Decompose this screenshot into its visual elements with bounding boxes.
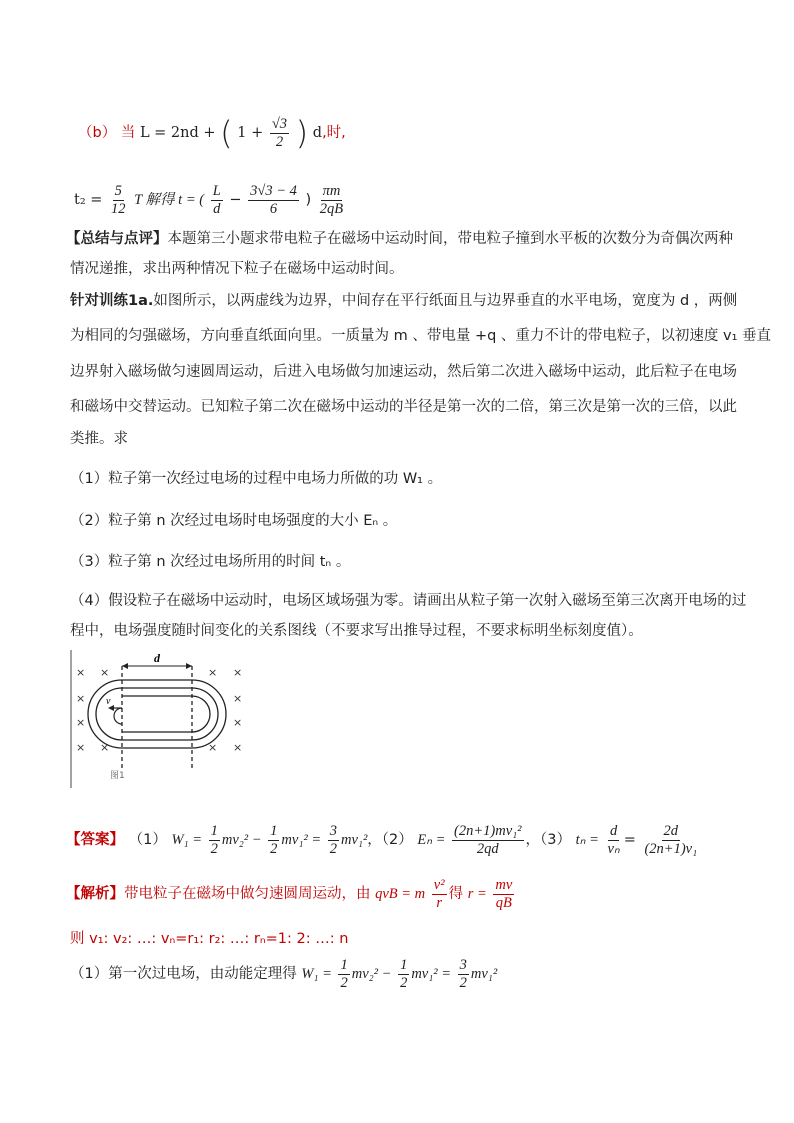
question-text: （1）粒子第一次经过电场的过程中电场力所做的功 W₁ 。 xyxy=(70,471,443,487)
frac-num: √3 xyxy=(271,115,288,132)
question-1 xyxy=(70,468,730,490)
term: mv₁² = xyxy=(281,832,322,848)
step-text: （1）第一次过电场，由动能定理得 xyxy=(70,966,297,982)
close-paren: ) xyxy=(305,192,312,208)
problem-text: 和磁场中交替运动。已知粒子第二次在磁场中运动的半径是第一次的二倍，第三次是第一次的三倍，以此 xyxy=(70,399,737,415)
sqrt3-over-2 xyxy=(270,116,289,151)
term: mv₂² − xyxy=(351,966,392,982)
r-eq: r = xyxy=(467,886,487,902)
frac-den: 2 xyxy=(329,840,337,857)
frac-den: 2 xyxy=(210,840,218,857)
term: mv₁² = xyxy=(411,966,452,982)
d-arrow-right xyxy=(186,663,192,669)
frac-num: 3 xyxy=(329,822,337,839)
answer-part-2: ，（2） xyxy=(367,832,413,848)
cross-mark: × xyxy=(233,666,243,679)
frac-num: L xyxy=(212,182,221,199)
orbit-inner xyxy=(122,696,210,732)
right-paren: ) xyxy=(295,114,309,152)
frac-half xyxy=(209,823,220,858)
d-arrow-left xyxy=(122,663,128,669)
frac-3sqrt3 xyxy=(248,183,299,218)
frac-num: 1 xyxy=(210,822,218,839)
problem-text: 边界射入磁场做匀速圆周运动，后进入电场做匀加速运动，然后第二次进入磁场中运动，此后粒子在电场 xyxy=(70,364,737,380)
t-solve: T 解得 t = ( xyxy=(134,192,205,208)
tn-lhs: tₙ = xyxy=(575,832,599,848)
minus-sign: − xyxy=(229,192,242,208)
question-text: （3）粒子第 n 次经过电场所用的时间 tₙ 。 xyxy=(70,554,351,570)
cross-mark: × xyxy=(76,666,86,679)
question-text: 程中，电场强度随时间变化的关系图线（不要求写出推导过程，不要求标明坐标刻度值）。 xyxy=(70,623,643,639)
w1-lhs: W₁ = xyxy=(301,966,332,982)
frac-den: (2n+1)v₁ xyxy=(644,840,698,857)
problem-line-4 xyxy=(70,396,737,418)
question-text: （2）粒子第 n 次经过电场时电场强度的大小 Eₙ 。 xyxy=(70,513,398,529)
summary-line-2 xyxy=(70,258,730,280)
orbit-start xyxy=(114,708,122,724)
frac-en xyxy=(452,823,524,858)
problem-line-2 xyxy=(70,325,772,347)
frac-pim xyxy=(318,183,345,218)
frac-half xyxy=(398,957,409,992)
when-text: 当 xyxy=(120,125,136,141)
frac-d-vn xyxy=(605,823,621,858)
frac-num: 3√3 − 4 xyxy=(250,182,297,199)
de-text: 得 xyxy=(448,886,464,902)
question-4a xyxy=(70,590,747,612)
frac-den: 2 xyxy=(400,974,408,991)
equals: = xyxy=(623,832,636,848)
frac-num: d xyxy=(609,822,618,839)
frac-num: 1 xyxy=(340,956,348,973)
frac-den: 2qB xyxy=(319,200,344,217)
frac-num: v² xyxy=(433,876,445,893)
question-3 xyxy=(70,551,730,573)
question-2 xyxy=(70,510,730,532)
ratio-line xyxy=(70,928,730,950)
summary-line-1 xyxy=(66,228,733,250)
cross-mark: × xyxy=(233,692,243,705)
en-lhs: Eₙ = xyxy=(417,832,446,848)
frac-half xyxy=(268,823,279,858)
frac-num: mv xyxy=(495,876,513,893)
term: mv₁² xyxy=(341,832,368,848)
term: mv₁² xyxy=(470,966,498,982)
frac-l-d xyxy=(211,183,223,218)
ratio-text: 则 v₁: v₂: …: vₙ=r₁: r₂: …: rₙ=1: 2: …: n xyxy=(70,931,349,947)
frac-num: 5 xyxy=(114,182,122,199)
term: mv₂² − xyxy=(221,832,262,848)
analysis-step-1 xyxy=(70,952,730,996)
field-figure xyxy=(68,650,258,790)
figure-caption: 图1 xyxy=(110,771,125,781)
answer-tag: 【答案】 xyxy=(66,832,124,848)
frac-num: 3 xyxy=(459,956,467,973)
problem-line-5 xyxy=(70,428,730,450)
frac-num: (2n+1)mv₁² xyxy=(454,822,522,839)
frac-den: 6 xyxy=(269,200,278,217)
orbit-outer xyxy=(88,680,226,748)
frac-num: 1 xyxy=(270,822,278,839)
frac-den: 2 xyxy=(275,133,284,150)
cross-mark: × xyxy=(208,666,218,679)
cross-mark: × xyxy=(233,716,243,729)
cross-mark: × xyxy=(208,741,218,754)
left-paren: ( xyxy=(220,114,233,152)
cross-mark: × xyxy=(233,741,243,754)
analysis-text: 带电粒子在磁场中做匀速圆周运动，由 xyxy=(124,886,371,902)
paren-one: 1 + xyxy=(237,125,264,141)
problem-text: 为相同的匀强磁场，方向垂直纸面向里。一质量为 m 、带电量 +q 、重力不计的带电粒子，以初速度 v₁ 垂直 xyxy=(70,328,772,344)
field-diagram xyxy=(68,650,258,790)
problem-text: 如图所示，以两虚线为边界，中间存在平行纸面且与边界垂直的水平电场，宽度为 d ，两侧 xyxy=(153,293,738,309)
eq-left: L = 2nd + xyxy=(139,125,216,141)
cross-mark: × xyxy=(76,741,86,754)
frac-den: 2qd xyxy=(476,840,499,857)
summary-tag: 【总结与点评】 xyxy=(66,231,168,247)
answer-part-3: ，（3） xyxy=(525,832,572,848)
t2-lhs: t₂ = xyxy=(74,192,103,208)
frac-den: 2 xyxy=(459,974,467,991)
frac-den: d xyxy=(213,200,221,217)
cross-mark: × xyxy=(100,741,110,754)
problem-line-1 xyxy=(70,290,738,312)
answer-part-1: （1） xyxy=(128,832,167,848)
problem-line-3 xyxy=(70,361,737,383)
frac-tn xyxy=(642,823,699,858)
analysis-line xyxy=(66,872,730,916)
frac-num: 2d xyxy=(663,822,679,839)
problem-text: 类推。求 xyxy=(70,431,128,447)
summary-text-1: 本题第三小题求带电粒子在磁场中运动时间，带电粒子撞到水平板的次数分为奇偶次两种 xyxy=(167,231,733,247)
question-4b xyxy=(70,620,730,642)
frac-num: 1 xyxy=(400,956,408,973)
problem-tag: 针对训练1a. xyxy=(70,293,154,309)
question-text: （4）假设粒子在磁场中运动时，电场区域场强为零。请画出从粒子第一次射入磁场至第三次离开电场的过 xyxy=(70,593,747,609)
frac-v2-r xyxy=(432,877,447,912)
frac-den: r xyxy=(436,894,442,911)
frac-den: 2 xyxy=(340,974,348,991)
solution-line-b xyxy=(70,113,730,153)
frac-den: 2 xyxy=(270,840,278,857)
v-label: v xyxy=(106,696,111,707)
qvb-eq: qvB = m xyxy=(375,886,426,902)
cross-mark: × xyxy=(100,666,110,679)
solution-line-t2 xyxy=(70,180,730,220)
frac-three-half xyxy=(458,957,469,992)
frac-den: vₙ xyxy=(607,840,620,857)
d-symbol: d xyxy=(312,125,323,141)
analysis-tag: 【解析】 xyxy=(66,886,124,902)
d-label: d xyxy=(154,651,160,665)
answer-line xyxy=(66,818,730,862)
frac-den: 12 xyxy=(111,200,126,217)
part-label: （b） xyxy=(78,125,117,141)
frac-den: qB xyxy=(495,894,512,911)
cross-mark: × xyxy=(76,716,86,729)
w1-lhs: W₁ = xyxy=(171,832,202,848)
frac-half xyxy=(338,957,349,992)
frac-mv-qb xyxy=(493,877,514,912)
cross-mark: × xyxy=(76,692,86,705)
frac-three-half xyxy=(328,823,339,858)
summary-text-2: 情况递推，求出两种情况下粒子在磁场中运动时间。 xyxy=(70,261,404,277)
frac-5-12 xyxy=(109,183,128,218)
frac-num: πm xyxy=(322,182,341,199)
when-suffix: ,时, xyxy=(322,125,346,141)
